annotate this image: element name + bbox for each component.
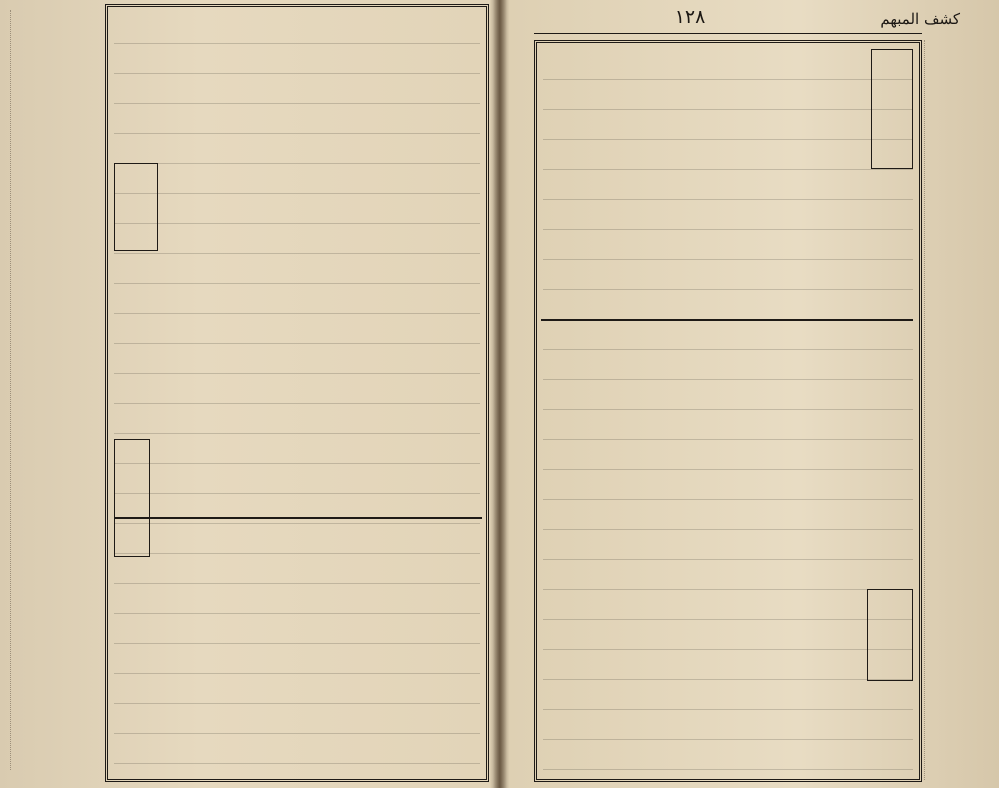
text-line [543,529,913,560]
text-line [543,469,913,500]
text-line [114,493,480,524]
text-line [543,439,913,470]
text-line [114,343,480,374]
text-line [543,289,913,320]
boxed-phrase [871,49,913,169]
section-divider [541,319,913,321]
text-line [543,559,913,590]
text-line [543,619,913,650]
text-line [114,433,480,464]
left-text-block [114,13,480,773]
text-line [543,199,913,230]
text-line [114,613,480,644]
text-line [114,13,480,44]
text-line [543,169,913,200]
left-text-frame [105,4,489,782]
text-line [543,649,913,680]
right-margin-notes [924,40,995,780]
running-title: كشف المبهم [880,10,960,28]
text-line [114,283,480,314]
text-line [114,373,480,404]
text-line [543,709,913,740]
text-line [114,163,480,194]
text-line [543,49,913,80]
text-line [543,229,913,260]
header-rule [534,33,922,34]
text-line [114,463,480,494]
text-line [543,499,913,530]
text-line [114,703,480,734]
text-line [543,379,913,410]
right-text-block [543,49,913,773]
boxed-phrase [867,589,913,681]
text-line [114,523,480,554]
text-line [543,259,913,290]
text-line [543,79,913,110]
section-divider [114,517,482,519]
text-line [114,193,480,224]
text-line [114,73,480,104]
right-text-frame [534,40,922,782]
page-number: ١٢٨ [674,6,706,28]
text-line [114,313,480,344]
text-line [114,403,480,434]
text-line [114,673,480,704]
text-line [543,409,913,440]
text-line [114,733,480,764]
text-line [114,253,480,284]
text-line [543,319,913,350]
text-line [543,739,913,770]
text-line [543,139,913,170]
text-line [114,43,480,74]
text-line [114,223,480,254]
text-line [543,349,913,380]
text-line [543,679,913,710]
text-line [543,109,913,140]
text-line [114,643,480,674]
text-line [114,553,480,584]
text-line [543,589,913,620]
right-page [500,0,999,788]
left-margin-notes [10,10,96,770]
text-line [114,133,480,164]
boxed-phrase [114,439,150,557]
text-line [114,583,480,614]
boxed-phrase [114,163,158,251]
text-line [114,103,480,134]
